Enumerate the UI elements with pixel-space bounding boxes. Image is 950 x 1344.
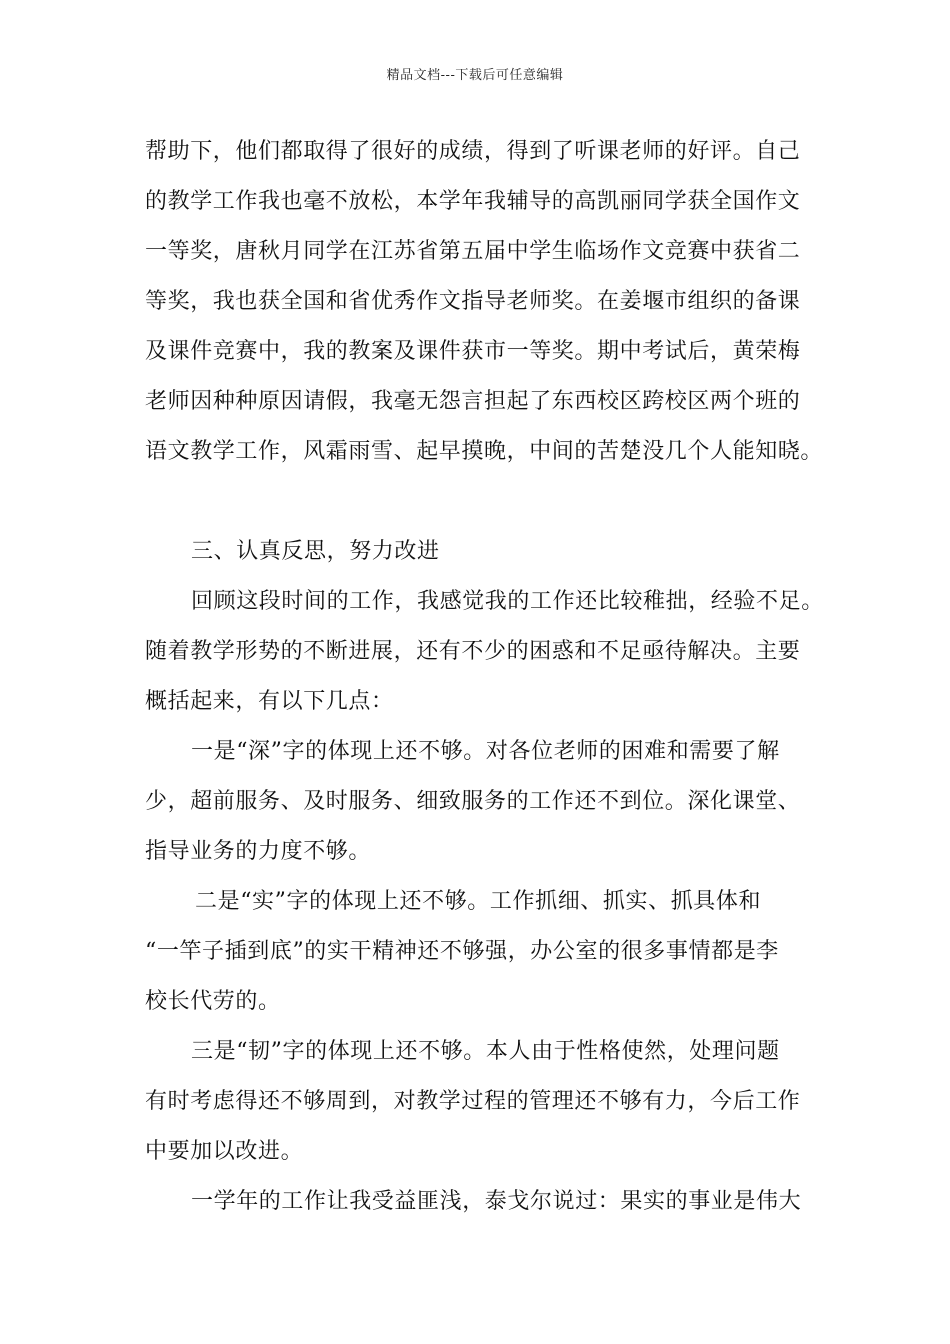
text-line: 随着教学形势的不断进展，还有不少的困惑和不足亟待解决。主要 — [145, 639, 801, 664]
text-line: 语文教学工作，风霜雨雪、起早摸晚，中间的苦楚没几个人能知晓。 — [145, 439, 824, 464]
text-line: 一等奖，唐秋月同学在江苏省第五届中学生临场作文竞赛中获省二 — [145, 239, 801, 264]
text-line: 一是“深”字的体现上还不够。对各位老师的困难和需要了解 — [191, 739, 780, 764]
text-line: 等奖，我也获全国和省优秀作文指导老师奖。在姜堰市组织的备课 — [145, 289, 801, 314]
document-body — [145, 127, 824, 1227]
text-line: 回顾这段时间的工作，我感觉我的工作还比较稚拙，经验不足。 — [191, 589, 824, 614]
text-line: 一学年的工作让我受益匪浅，泰戈尔说过：果实的事业是伟大 — [191, 1189, 802, 1214]
text-line: 帮助下，他们都取得了很好的成绩，得到了听课老师的好评。自己 — [145, 139, 801, 164]
text-line: 老师因种种原因请假，我毫无怨言担起了东西校区跨校区两个班的 — [145, 389, 801, 414]
text-line: 校长代劳的。 — [145, 989, 281, 1014]
text-line: 二是“实”字的体现上还不够。工作抓细、抓实、抓具体和 — [195, 889, 762, 914]
text-line: 指导业务的力度不够。 — [145, 839, 372, 864]
text-line: 的教学工作我也毫不放松，本学年我辅导的高凯丽同学获全国作文 — [145, 189, 801, 214]
section-heading: 三、认真反思，努力改进 — [191, 539, 440, 564]
paragraph-spacer — [145, 477, 817, 527]
paragraph-6 — [145, 1177, 817, 1227]
text-line: “一竿子插到底”的实干精神还不够强，办公室的很多事情都是李 — [145, 939, 779, 964]
paragraph-3 — [145, 727, 817, 877]
paragraph-2 — [145, 577, 824, 727]
text-line: 概括起来，有以下几点： — [145, 689, 394, 714]
text-line: 中要加以改进。 — [145, 1139, 304, 1164]
text-line: 及课件竞赛中，我的教案及课件获市一等奖。期中考试后，黄荣梅 — [145, 339, 801, 364]
page-header: 精品文档---下载后可任意编辑 — [386, 68, 564, 83]
text-line: 三是“韧”字的体现上还不够。本人由于性格使然，处理问题 — [191, 1039, 780, 1064]
paragraph-4 — [145, 877, 817, 1027]
text-line: 少，超前服务、及时服务、细致服务的工作还不到位。深化课堂、 — [145, 789, 801, 814]
paragraph-5 — [145, 1027, 817, 1177]
paragraph-1 — [145, 127, 824, 477]
text-line: 有时考虑得还不够周到，对教学过程的管理还不够有力，今后工作 — [145, 1089, 801, 1114]
